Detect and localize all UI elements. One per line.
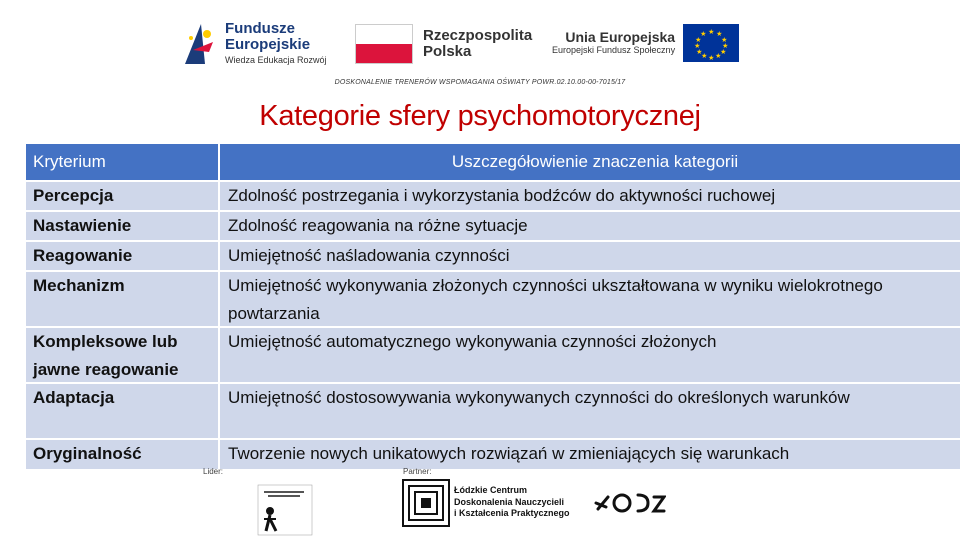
row-description: Tworzenie nowych unikatowych rozwiązań w zmieniających się warunkach xyxy=(228,444,790,463)
table-row xyxy=(26,182,960,210)
logo-unia-europejska xyxy=(552,24,739,62)
logo-bar xyxy=(0,14,960,74)
row-description: Umiejętność dostosowywania wykonywanych czynności do określonych warunków xyxy=(228,388,850,407)
table-row xyxy=(26,440,960,469)
partner-line1: Łódzkie Centrum xyxy=(454,485,528,495)
header-description: Uszczegółowienie znaczenia kategorii xyxy=(451,152,739,171)
header-criterion: Kryterium xyxy=(33,152,106,171)
ldz-centrum-logo-icon xyxy=(402,479,450,527)
row-description: Umiejętność wykonywania złożonych czynności ukształtowana w wyniku wielokrotnego powtarzania xyxy=(228,276,883,323)
ue-line2: Europejski Fundusz Społeczny xyxy=(552,44,676,55)
partner-line2: Doskonalenia Nauczycieli xyxy=(454,496,565,507)
lider-label: Lider: xyxy=(203,467,224,476)
row-criterion: Reagowanie xyxy=(33,246,133,265)
rp-line1: Rzeczpospolita xyxy=(423,27,533,45)
table-row xyxy=(26,212,960,240)
lodz-logo-icon xyxy=(594,487,666,517)
fundusze-logo-icon xyxy=(183,20,219,66)
fundusze-line2: Europejskie xyxy=(225,35,311,53)
table-row xyxy=(26,272,960,326)
table-row xyxy=(26,384,960,438)
page-title: Kategorie sfery psychomotorycznej xyxy=(259,100,701,132)
logo-fundusze-europejskie xyxy=(183,20,327,66)
row-criterion: Percepcja xyxy=(33,186,114,205)
fundusze-line1: Fundusze xyxy=(225,20,295,38)
table-row xyxy=(26,328,960,382)
criteria-table xyxy=(26,144,960,469)
partner-logo xyxy=(402,479,570,532)
logo-rzeczpospolita xyxy=(355,24,532,64)
polish-flag-icon xyxy=(355,24,413,64)
row-criterion: Mechanizm xyxy=(33,276,125,295)
partner-line3: i Kształcenia Praktycznego xyxy=(454,508,570,519)
row-description: Zdolność postrzegania i wykorzystania bodźców do aktywności ruchowej xyxy=(228,186,776,205)
row-criterion: Adaptacja xyxy=(33,388,115,407)
row-description: Umiejętność automatycznego wykonywania czynności złożonych xyxy=(228,332,717,351)
footer-logos xyxy=(0,467,960,540)
row-criterion: Kompleksowe lub jawne reagowanie xyxy=(33,332,179,379)
row-description: Zdolność reagowania na różne sytuacje xyxy=(228,216,528,235)
table-row xyxy=(26,242,960,270)
fundusze-line3: Wiedza Edukacja Rozwój xyxy=(225,54,327,65)
eu-flag-icon: ★ ★ ★ ★ ★ ★ ★ ★ ★ ★ ★ ★ xyxy=(683,24,739,62)
table-header-row xyxy=(26,144,960,180)
lider-logo-icon xyxy=(254,481,316,539)
project-code-line: DOSKONALENIE TRENERÓW WSPOMAGANIA OŚWIATY POWR.02.10.00-00-7015/17 xyxy=(334,79,626,86)
row-criterion: Nastawienie xyxy=(33,216,132,235)
ue-line1: Unia Europejska xyxy=(565,29,676,46)
row-description: Umiejętność naśladowania czynności xyxy=(228,246,510,265)
rp-line2: Polska xyxy=(423,43,472,60)
partner-label: Partner: xyxy=(403,467,432,476)
row-criterion: Oryginalność xyxy=(33,444,142,463)
